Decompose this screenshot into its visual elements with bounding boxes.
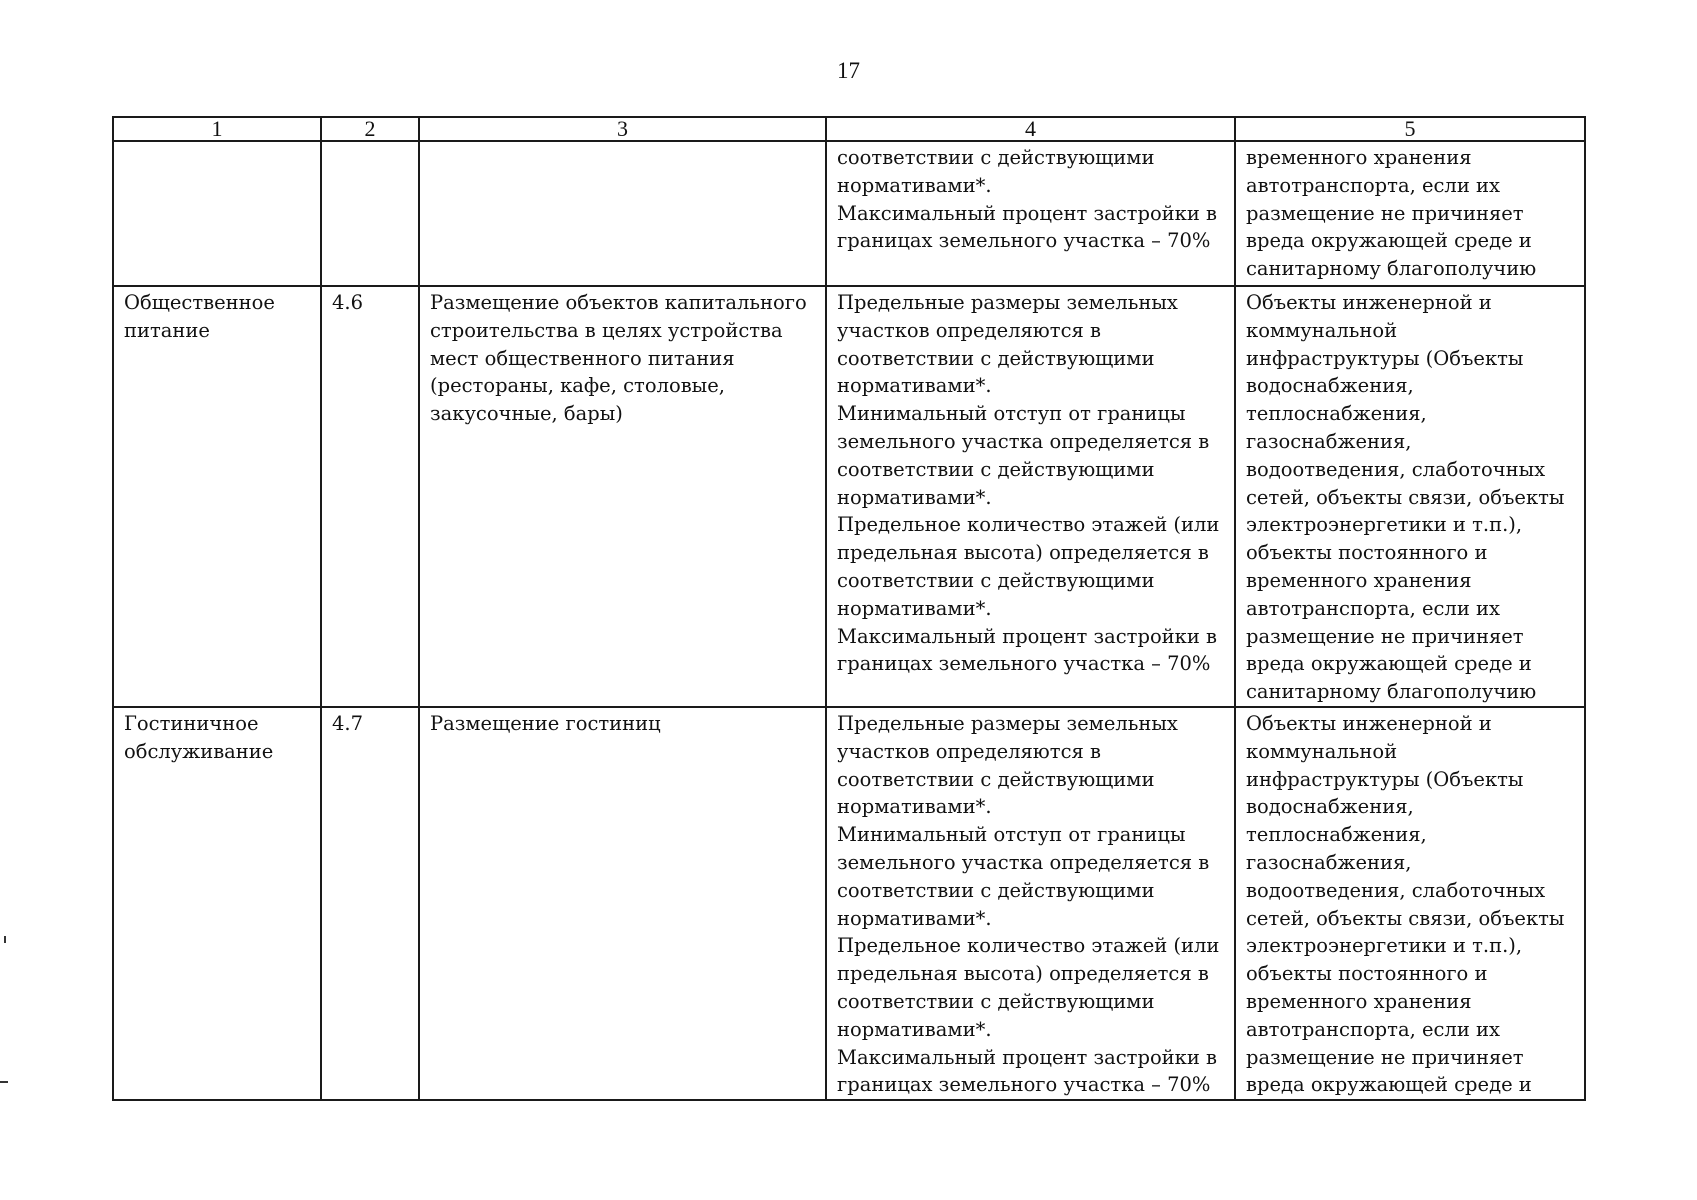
parameters-cell — [826, 286, 1235, 707]
table-row — [113, 286, 1585, 707]
use-code-cell: 4.6 — [321, 286, 419, 707]
land-use-table — [112, 116, 1586, 1101]
parameter-text: Максимальный процент застройки в границах земельного участка – 70% — [837, 624, 1218, 676]
parameter-text: Предельное количество этажей (или предельная высота) определяется в соответствии с действующими нормативами*. — [837, 513, 1220, 620]
use-name-cell: Гостиничное обслуживание — [113, 707, 321, 1100]
parameter-text: Предельное количество этажей (или предельная высота) определяется в соответствии с действующими нормативами*. — [837, 934, 1220, 1041]
auxiliary-uses-cell — [1235, 707, 1585, 1100]
use-code-cell: 4.7 — [321, 707, 419, 1100]
scan-mark — [4, 936, 6, 943]
parameter-text: Максимальный процент застройки в границах земельного участка – 70% — [837, 201, 1218, 253]
use-description-cell: Размещение объектов капитального строительства в целях устройства мест общественного питания (рестораны, кафе, столовые, закусочные, бары) — [419, 286, 826, 707]
parameter-text: Минимальный отступ от границы земельного участка определяется в соответствии с действующими нормативами*. — [837, 402, 1210, 509]
use-description-cell — [419, 141, 826, 286]
column-header: 5 — [1235, 117, 1585, 141]
parameter-text: соответствии с действующими нормативами*. — [837, 146, 1155, 197]
column-header: 2 — [321, 117, 419, 141]
parameter-text: Минимальный отступ от границы земельного участка определяется в соответствии с действующими нормативами*. — [837, 823, 1210, 930]
parameter-text: Предельные размеры земельных участков определяются в соответствии с действующими нормативами*. — [837, 291, 1178, 398]
use-name-cell: Общественное питание — [113, 286, 321, 707]
auxiliary-uses-cell — [1235, 141, 1585, 286]
table-header-row — [113, 117, 1585, 141]
parameter-text: Максимальный процент застройки в границах земельного участка – 70% — [837, 1045, 1218, 1097]
table-row — [113, 141, 1585, 286]
use-description-cell: Размещение гостиниц — [419, 707, 826, 1100]
parameters-cell — [826, 707, 1235, 1100]
table-row — [113, 707, 1585, 1100]
column-header: 4 — [826, 117, 1235, 141]
column-header: 1 — [113, 117, 321, 141]
page-number: 17 — [837, 58, 860, 83]
auxiliary-text: Объекты инженерной и коммунальной инфраструктуры (Объекты водоснабжения, теплоснабжения, газоснабжения, водоотведения, слаботочных сетей, объекты связи, объекты электроэнергетики и т.п.), объекты постоянного и временного хранения автотранспорта, если их размещение не причиняет вреда окружающей среде и — [1246, 711, 1565, 1097]
scan-dash — [0, 1081, 8, 1083]
auxiliary-text: Объекты инженерной и коммунальной инфраструктуры (Объекты водоснабжения, теплоснабжения, газоснабжения, водоотведения, слаботочных сетей, объекты связи, объекты электроэнергетики и т.п.), объекты постоянного и временного хранения автотранспорта, если их размещение не причиняет вреда окружающей среде и санитарному благополучию — [1246, 291, 1565, 704]
use-code-cell — [321, 141, 419, 286]
auxiliary-uses-cell — [1235, 286, 1585, 707]
use-name-cell — [113, 141, 321, 286]
column-header: 3 — [419, 117, 826, 141]
auxiliary-text: временного хранения автотранспорта, если их размещение не причиняет вреда окружающей среде и санитарному благополучию — [1246, 146, 1537, 281]
parameter-text: Предельные размеры земельных участков определяются в соответствии с действующими нормативами*. — [837, 711, 1178, 819]
parameters-cell — [826, 141, 1235, 286]
